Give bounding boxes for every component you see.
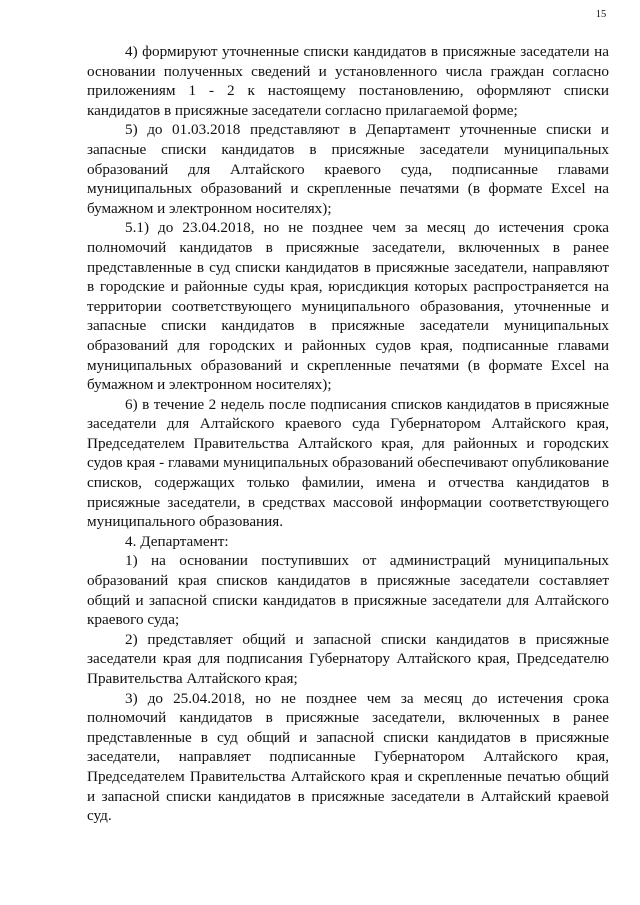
- section-heading-departament: 4. Департамент:: [125, 532, 229, 550]
- paragraph-item-5-predstavlyayut: 5) до 01.03.2018 представляют в Департамент уточненные списки и запасные списки кандидатов в присяжные заседатели муниципальных образований для Алтайского краевого суда, подписанные главами муниципальных образований и скрепленные печатями (в формате Excel на бумажном и электронном носителях);: [87, 121, 609, 217]
- page-number: 15: [595, 9, 607, 20]
- paragraph-dept-item-1: 1) на основании поступивших от администраций муниципальных образований края списков кандидатов в присяжные заседатели составляет общий и запасной списки кандидатов в присяжные заседатели для Алтайского краевого суда;: [87, 552, 609, 629]
- paragraph-dept-item-2: 2) представляет общий и запасной списки кандидатов в присяжные заседатели края для подписания Губернатору Алтайского края, Председателю Правительства Алтайского края;: [87, 630, 609, 687]
- paragraph-dept-item-3: 3) до 25.04.2018, но не позднее чем за месяц до истечения срока полномочий кандидатов в присяжные заседатели, включенных в ранее представленные в суд общий и запасной списки кандидатов в присяжные заседатели, направляет подписанные Губернатором Алтайского края, Председателем Правительства Алтайского края и скрепленные печатью общий и запасной списки кандидатов в присяжные заседатели в Алтайский краевой суд.: [87, 689, 609, 825]
- paragraph-item-6-publikatsiya: 6) в течение 2 недель после подписания списков кандидатов в присяжные заседатели для Алтайского краевого суда Губернатором Алтайского края, Председателем Правительства Алтайского края, для районных и городских судов края - главами муниципальных образований обеспечивают опубликование списков, содержащих только фамилии, имена и отчества кандидатов в присяжные заседатели, в средствах массовой информации соответствующего муниципального образования.: [87, 395, 609, 531]
- paragraph-item-4-formiruyut: 4) формируют уточненные списки кандидатов в присяжные заседатели на основании полученных сведений и установленного числа граждан согласно приложениям 1 - 2 к настоящему постановлению, оформляют списки кандидатов в присяжные заседатели согласно прилагаемой форме;: [87, 43, 609, 119]
- paragraph-item-5-1-napravlyayut: 5.1) до 23.04.2018, но не позднее чем за месяц до истечения срока полномочий кандидатов в присяжные заседатели, включенных в ранее представленные в суд списки кандидатов в присяжные заседатели, направляют в городские и районные суды края, юрисдикция которых распространяется на территории соответствующего муниципального образования, уточненные и запасные списки кандидатов в присяжные заседатели муниципальных образований для городских и районных судов края, подписанные главами муниципальных образований и скрепленные печатями (в формате Excel на бумажном и электронном носителях);: [87, 219, 609, 394]
- document-body: [87, 42, 609, 826]
